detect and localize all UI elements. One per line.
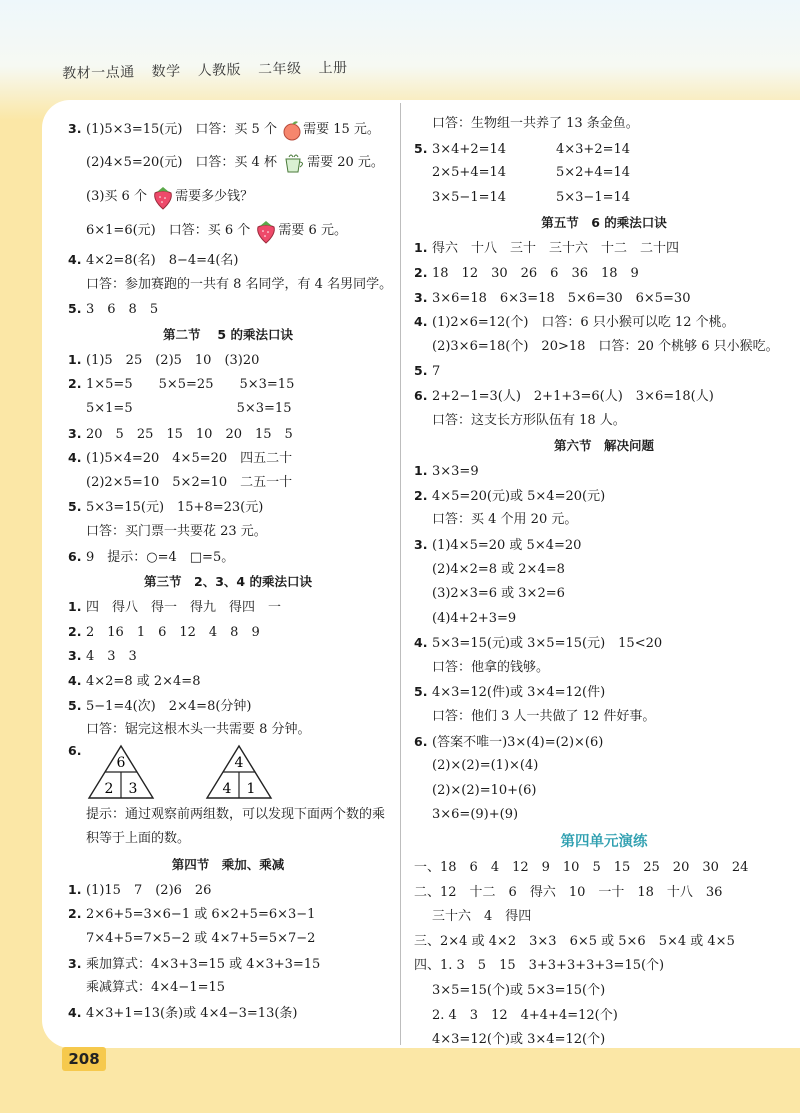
header-book: 教材一点通	[62, 64, 135, 82]
answer-line: (2)2×5=10 5×2=10 二五一十	[86, 474, 293, 490]
section-title: 第三节 2、3、4 的乘法口诀	[144, 574, 312, 590]
answer-line: 3×6=(9)+(9)	[432, 807, 519, 823]
answer-line: 口答：他们 3 人一共做了 12 件好事。	[432, 709, 656, 725]
answer-line: (3)2×3=6 或 3×2=6	[432, 586, 565, 602]
cup-icon	[282, 151, 306, 175]
answer-line: 一、18 6 4 12 9 10 5 15 25 20 30 24	[414, 860, 749, 876]
answer-line: (2)×(2)=10+(6)	[432, 782, 537, 798]
answer-line: 三十六 4 得四	[432, 909, 532, 925]
answer-line: 积等于上面的数。	[86, 831, 191, 847]
tri2-right: 1	[246, 780, 256, 797]
number-triangle-2	[204, 743, 274, 801]
answer-line: 2. 4 3 12 4+4+4=12(个)	[432, 1007, 618, 1023]
answer-line: 口答：参加赛跑的一共有 8 名同学，有 4 名男同学。	[86, 276, 393, 292]
answer-line: 2. 2 16 1 6 12 4 8 9	[68, 623, 260, 640]
answer-line: 1. (1)15 7 (2)6 26	[68, 881, 212, 898]
right-column	[414, 112, 794, 1053]
answer-line: 3. 4 3 3	[68, 648, 137, 665]
answer-line: 3×5−1=14 5×3−1=14	[432, 189, 631, 205]
answer-line: 3×5=15(个)或 5×3=15(个)	[432, 983, 606, 998]
answer-line: 1. 得六 十八 三十 三十六 十二 二十四	[414, 240, 680, 257]
answer-line: 2. 1×5=5 5×5=25 5×3=15	[68, 376, 295, 393]
answer-line: (2)4×2=8 或 2×4=8	[432, 561, 565, 577]
number-triangle-1	[86, 743, 156, 801]
answer-line: (2)×(2)=(1)×(4)	[432, 758, 539, 774]
triangle-diagrams: 6. 6 2 3 4 4 1	[68, 743, 388, 803]
answer-line: 7×4+5=7×5−2 或 4×7+5=5×7−2	[86, 931, 316, 947]
answer-line: 4. 4×2=8 或 2×4=8	[68, 672, 201, 689]
answer-line: 5. 7	[414, 363, 441, 380]
answer-line: 提示：通过观察前两组数，可以发现下面两个数的乘	[86, 806, 386, 822]
answer-line: 口答：买 4 个用 20 元。	[432, 512, 578, 528]
answer-line: 6×1=6(元) 口答：买 6 个 需要 6 元。	[68, 214, 388, 248]
answer-line: 二、12 十二 6 得六 10 一十 18 十八 36	[414, 884, 723, 900]
strawberry-icon	[255, 218, 277, 244]
header-volume: 上册	[318, 60, 348, 77]
answer-line: 3. 乘加算式：4×3+3=15 或 4×3+3=15	[68, 955, 321, 972]
answer-line: 2. 18 12 30 26 6 36 18 9	[414, 264, 639, 281]
answer-line: 四、1. 3 5 15 3+3+3+3+3=15(个)	[414, 958, 665, 974]
tri2-top: 4	[234, 754, 244, 771]
answer-line: 4. 4×3+1=13(条)或 4×4−3=13(条)	[68, 1004, 298, 1021]
answer-line: 2×5+4=14 5×2+4=14	[432, 165, 631, 181]
answer-line: (2)4×5=20(元) 口答：买 4 杯 需要 20 元。	[68, 146, 388, 180]
section-title: 第五节 6 的乘法口诀	[541, 215, 667, 231]
answer-line: (3)买 6 个 需要多少钱？	[68, 180, 388, 214]
answer-line: 5. 5×3=15(元) 15+8=23(元)	[68, 499, 264, 516]
strawberry-icon	[152, 184, 174, 210]
answer-line: (2)3×6=18(个) 20>18 口答：20 个桃够 6 只小猴吃。	[432, 338, 779, 354]
tri2-left: 4	[222, 780, 232, 797]
answer-line: 1. (1)5 25 (2)5 10 (3)20	[68, 351, 260, 368]
answer-line: 5. 3 6 8 5	[68, 301, 159, 318]
answer-line: 3. 3×6=18 6×3=18 5×6=30 6×5=30	[414, 289, 691, 306]
answer-line: 口答：生物组一共养了 13 条金鱼。	[432, 116, 639, 131]
answer-line: 4. 5×3=15(元)或 3×5=15(元) 15<20	[414, 635, 663, 652]
header-edition: 人教版	[197, 62, 242, 80]
page-number: 208	[62, 1047, 106, 1071]
answer-line: 5. 3×4+2=14 4×3+2=14	[414, 140, 631, 157]
answer-line: 2. 2×6+5=3×6−1 或 6×2+5=6×3−1	[68, 906, 316, 923]
answer-line: 3. (1)5×3=15(元) 口答：买 5 个 需要 15 元。	[68, 112, 388, 146]
answer-line: 4. (1)2×6=12(个) 口答：6 只小猴可以吃 12 个桃。	[414, 314, 735, 331]
answer-line: (4)4+2+3=9	[432, 610, 517, 626]
header-grade: 二年级	[257, 60, 302, 78]
answer-line: 5×1=5 5×3=15	[86, 400, 292, 416]
answer-line: 4. (1)5×4=20 4×5=20 四五二十	[68, 450, 293, 467]
answer-line: 6. 2+2−1=3(人) 2+1+3=6(人) 3×6=18(人)	[414, 387, 714, 404]
left-column	[68, 112, 393, 1025]
unit-title: 第四单元演练	[560, 834, 648, 851]
section-title: 第二节 5 的乘法口诀	[163, 326, 293, 342]
answer-line: 5. 4×3=12(件)或 3×4=12(件)	[414, 684, 606, 701]
answer-line: 口答：这支长方形队伍有 18 人。	[432, 412, 626, 428]
answer-line: 1. 3×3=9	[414, 463, 479, 480]
tri1-right: 3	[128, 780, 138, 797]
section-title: 第六节 解决问题	[553, 438, 654, 454]
header-subject: 数学	[151, 63, 181, 81]
answer-line: 3. 20 5 25 15 10 20 15 5	[68, 425, 293, 442]
answer-line: 口答：他拿的钱够。	[432, 659, 550, 675]
tri1-left: 2	[104, 780, 114, 797]
answer-line: 乘减算式：4×4−1=15	[86, 980, 226, 996]
section-title: 第四节 乘加、乘减	[171, 856, 285, 872]
answer-line: 三、2×4 或 4×2 3×3 6×5 或 5×6 5×4 或 4×5	[414, 933, 735, 949]
answer-line: 2. 4×5=20(元)或 5×4=20(元)	[414, 487, 606, 504]
tri1-top: 6	[116, 754, 126, 771]
column-divider	[400, 103, 401, 1045]
answer-line: 6. 9 提示：○=4 □=5。	[68, 548, 235, 565]
answer-line: 口答：锯完这根木头一共需要 8 分钟。	[86, 722, 311, 738]
answer-line: 4. 4×2=8(名) 8−4=4(名)	[68, 252, 239, 268]
answer-line: 4×3=12(个)或 3×4=12(个)	[432, 1032, 606, 1048]
answer-line: 1. 四 得八 得一 得九 得四 一	[68, 599, 282, 616]
answer-line: 3. (1)4×5=20 或 5×4=20	[414, 536, 582, 553]
answer-line: 6. (答案不唯一)3×(4)=(2)×(6)	[414, 733, 604, 750]
answer-line: 5. 5−1=4(次) 2×4=8(分钟)	[68, 697, 252, 714]
peach-icon	[282, 119, 302, 141]
answer-line: 口答：买门票一共要花 23 元。	[86, 523, 267, 539]
